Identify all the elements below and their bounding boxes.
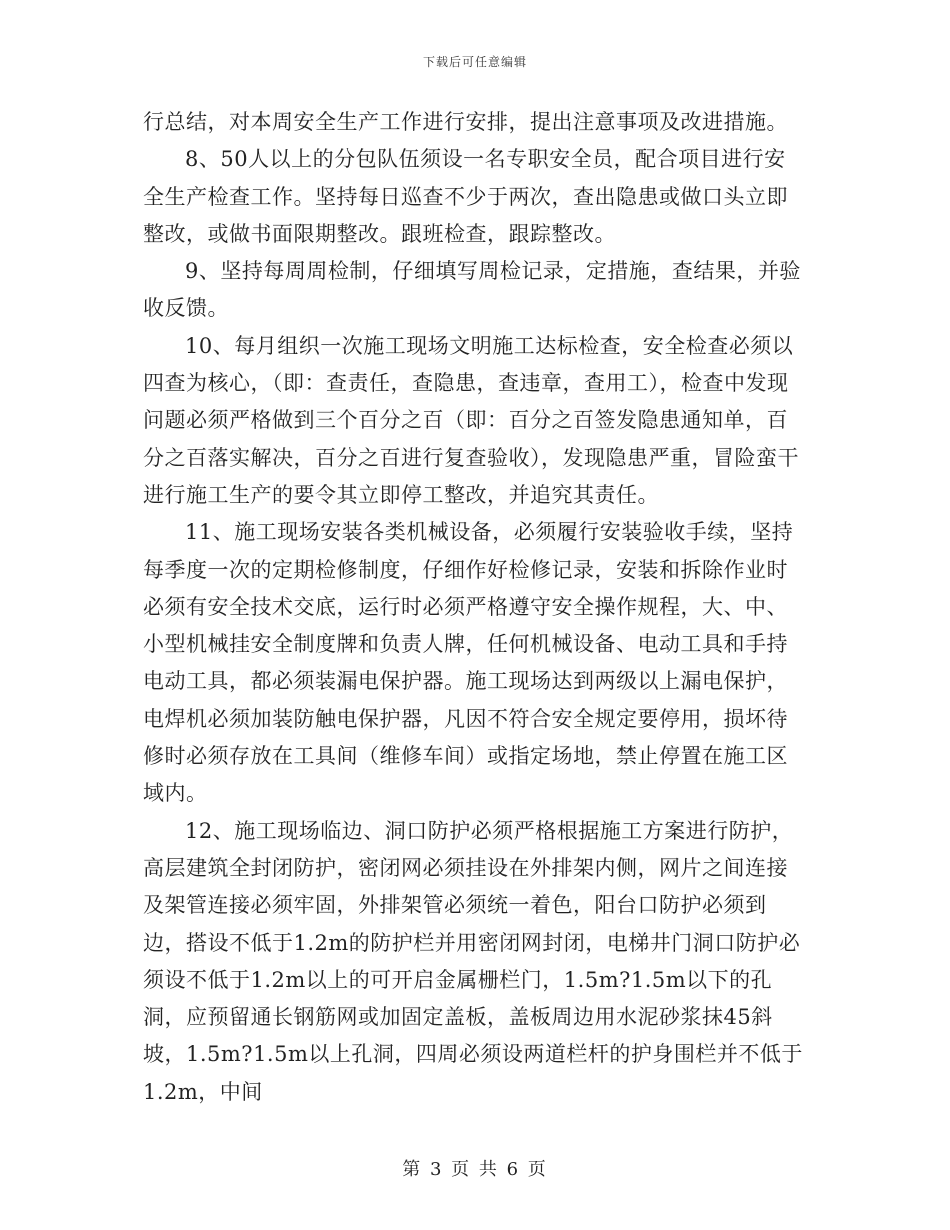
paragraph-4: 10、每月组织一次施工现场文明施工达标检查，安全检查必须以四查为核心，（即：查责任，查隐患，查违章，查用工），检查中发现问题必须严格做到三个百分之百（即：百分之百签发隐患通知单，百分之百落实解决，百分之百进行复查验收），发现隐患严重，冒险蛮干进行施工生产的要令其立即停工整改，并追究其责任。 [143,333,799,507]
document-body [143,104,807,1111]
page-number-footer: 第 3 页 共 6 页 [402,1159,548,1180]
paragraph-5: 11、施工现场安装各类机械设备，必须履行安装验收手续，坚持每季度一次的定期检修制度，仔细作好检修记录，安装和拆除作业时必须有安全技术交底，运行时必须严格遵守安全操作规程，大、中、小型机械挂安全制度牌和负责人牌，任何机械设备、电动工具和手持电动工具，都必须装漏电保护器。施工现场达到两级以上漏电保护，电焊机必须加装防触电保护器，凡因不符合安全规定要停用，损坏待修时必须存放在工具间（维修车间）或指定场地，禁止停置在施工区域内。 [143,520,794,806]
paragraph-3: 9、坚持每周周检制，仔细填写周检记录，定措施，查结果，并验收反馈。 [143,259,801,321]
page-header-note: 下载后可任意编辑 [422,55,527,69]
paragraph-6: 12、施工现场临边、洞口防护必须严格根据施工方案进行防护，高层建筑全封闭防护，密闭网必须挂设在外排架内侧，网片之间连接及架管连接必须牢固，外排架管必须统一着色，阳台口防护必须到边，搭设不低于1.2m的防护栏并用密闭网封闭，电梯井门洞口防护必须设不低于1.2m以上的可开启金属栅栏门，1.5m?1.5m以下的孔洞，应预留通长钢筋网或加固定盖板，盖板周边用水泥砂浆抹45斜坡，1.5m?1.5m以上孔洞，四周必须设两道栏杆的护身围栏并不低于1.2m，中间 [143,818,803,1104]
paragraph-1: 行总结，对本周安全生产工作进行安排，提出注意事项及改进措施。 [143,110,788,134]
paragraph-2: 8、50人以上的分包队伍须设一名专职安全员，配合项目进行安全生产检查工作。坚持每日巡查不少于两次，查出隐患或做口头立即整改，或做书面限期整改。跟班检查，跟踪整改。 [143,147,788,246]
